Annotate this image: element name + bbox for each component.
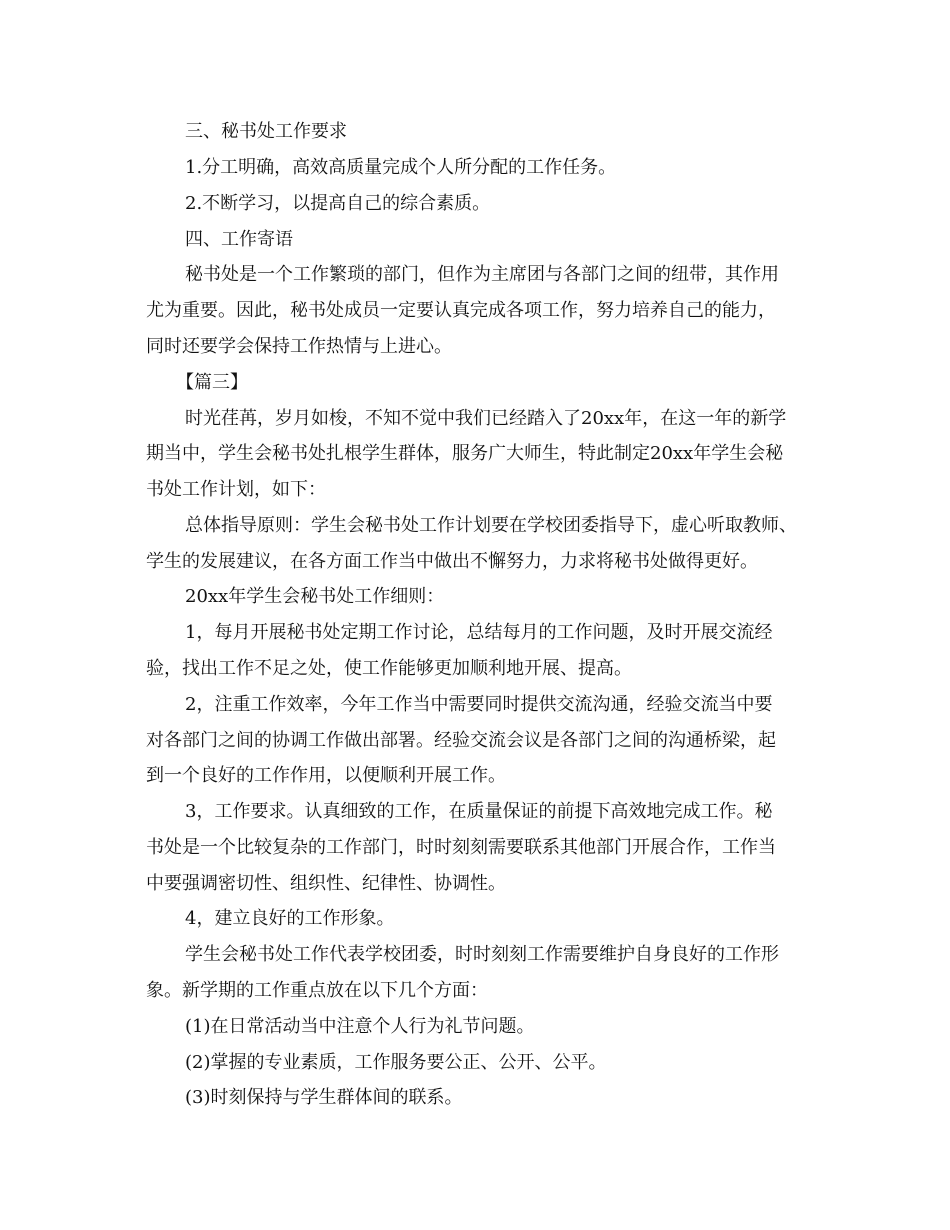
paragraph-line: 同时还要学会保持工作热情与上进心。 xyxy=(146,336,452,357)
paragraph-line: 尤为重要。因此，秘书处成员一定要认真完成各项工作，努力培养自己的能力， xyxy=(146,300,776,321)
paragraph-line: 书处工作计划，如下： xyxy=(146,479,326,500)
paragraph-line: 4，建立良好的工作形象。 xyxy=(185,908,395,929)
paragraph-line: 时光荏苒，岁月如梭，不知不觉中我们已经踏入了20xx年，在这一年的新学 xyxy=(185,408,787,429)
paragraph-line: 2，注重工作效率，今年工作当中需要同时提供交流沟通，经验交流当中要 xyxy=(185,694,773,715)
list-item: (2)掌握的专业素质，工作服务要公正、公开、公平。 xyxy=(185,1052,607,1073)
section-heading: 三、秘书处工作要求 xyxy=(185,121,347,142)
paragraph-line: 学生的发展建议，在各方面工作当中做出不懈努力，力求将秘书处做得更好。 xyxy=(146,551,758,572)
paragraph-line: 象。新学期的工作重点放在以下几个方面： xyxy=(146,980,488,1001)
paragraph-line: 期当中，学生会秘书处扎根学生群体，服务广大师生，特此制定20xx年学生会秘 xyxy=(146,443,784,464)
paragraph-line: 1，每月开展秘书处定期工作讨论，总结每月的工作问题，及时开展交流经 xyxy=(185,622,773,643)
list-item: (3)时刻保持与学生群体间的联系。 xyxy=(185,1087,463,1108)
paragraph-line: 到一个良好的工作作用，以便顺利开展工作。 xyxy=(146,765,506,786)
paragraph-line: 2.不断学习，以提高自己的综合素质。 xyxy=(185,193,491,214)
section-heading: 四、工作寄语 xyxy=(185,229,293,250)
paragraph-line: 1.分工明确，高效高质量完成个人所分配的工作任务。 xyxy=(185,157,617,178)
paragraph-line: 3，工作要求。认真细致的工作，在质量保证的前提下高效地完成工作。秘 xyxy=(185,801,773,822)
paragraph-line: 秘书处是一个工作繁琐的部门，但作为主席团与各部门之间的纽带，其作用 xyxy=(185,264,779,285)
paragraph-line: 中要强调密切性、组织性、纪律性、协调性。 xyxy=(146,873,506,894)
list-item: (1)在日常活动当中注意个人行为礼节问题。 xyxy=(185,1016,535,1037)
paragraph-line: 总体指导原则：学生会秘书处工作计划要在学校团委指导下，虚心听取教师、 xyxy=(185,515,797,536)
paragraph-line: 书处是一个比较复杂的工作部门，时时刻刻需要联系其他部门开展合作，工作当 xyxy=(146,837,776,858)
paragraph-line: 验，找出工作不足之处，使工作能够更加顺利地开展、提高。 xyxy=(146,658,632,679)
paragraph-line: 20xx年学生会秘书处工作细则： xyxy=(185,586,445,607)
paragraph-line: 对各部门之间的协调工作做出部署。经验交流会议是各部门之间的沟通桥梁，起 xyxy=(146,730,776,751)
section-heading: 【篇三】 xyxy=(176,372,248,393)
paragraph-line: 学生会秘书处工作代表学校团委，时时刻刻工作需要维护自身良好的工作形 xyxy=(185,944,779,965)
